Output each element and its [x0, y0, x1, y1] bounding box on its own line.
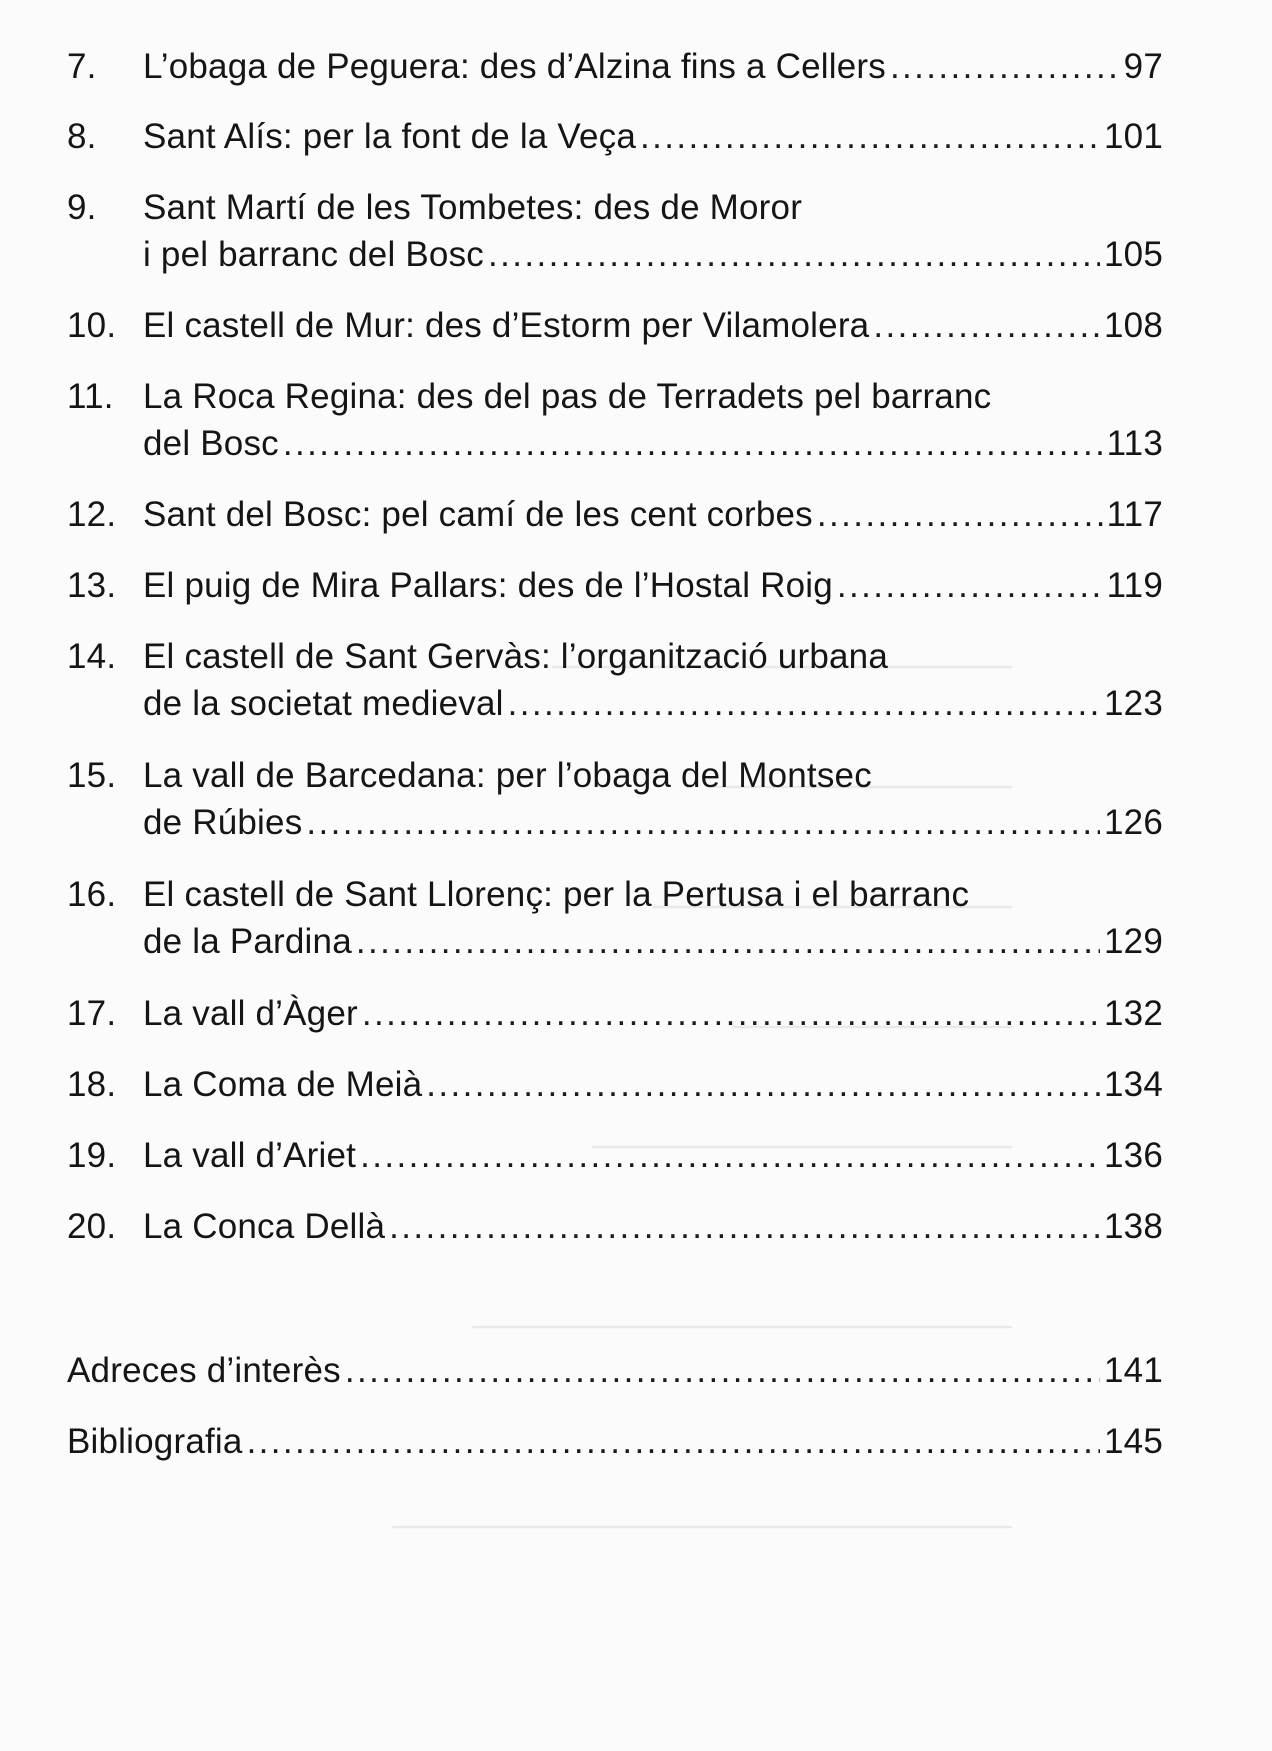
entry-title: La Coma de Meià: [143, 1065, 423, 1104]
entry-page: 136: [1104, 1136, 1163, 1175]
dot-leader: [356, 918, 1100, 966]
entry-line: [143, 231, 1163, 279]
toc-entry[interactable]: [67, 43, 1163, 91]
toc-entry-back-matter[interactable]: [67, 1418, 1163, 1466]
toc-entry[interactable]: [67, 1061, 1163, 1109]
dot-leader: [817, 491, 1103, 539]
entry-page: 97: [1123, 47, 1163, 86]
entry-number: 8.: [67, 117, 97, 156]
entry-line: [143, 420, 1163, 468]
toc-entry[interactable]: [67, 491, 1163, 539]
toc-entry[interactable]: [67, 1203, 1163, 1251]
toc-entry-back-matter[interactable]: [67, 1347, 1163, 1395]
entry-number: 16.: [67, 875, 117, 914]
toc-entry[interactable]: [67, 871, 1163, 967]
dot-leader: [247, 1418, 1100, 1466]
entry-title: de la Pardina: [143, 922, 352, 961]
entry-page: 141: [1104, 1351, 1163, 1390]
dot-leader: [360, 1132, 1100, 1180]
entry-line: [67, 1347, 1163, 1395]
entry-line: [143, 1203, 1163, 1251]
entry-page: 134: [1104, 1065, 1163, 1104]
entry-title-line1: El castell de Sant Llorenç: per la Pertusa i el barranc: [143, 875, 970, 914]
entry-number: 19.: [67, 1136, 117, 1175]
entry-number: 14.: [67, 637, 117, 676]
entry-line: [67, 1418, 1163, 1466]
dot-leader: [488, 231, 1100, 279]
dot-leader: [283, 420, 1103, 468]
entry-title: de Rúbies: [143, 803, 303, 842]
dot-leader: [873, 302, 1100, 350]
entry-number: 12.: [67, 495, 117, 534]
entry-number: 7.: [67, 47, 97, 86]
entry-title-line1: La Roca Regina: des del pas de Terradets pel barranc: [143, 377, 992, 416]
entry-title: i pel barranc del Bosc: [143, 235, 484, 274]
entry-number: 9.: [67, 188, 97, 227]
entry-title: Sant Alís: per la font de la Veça: [143, 117, 637, 156]
entry-title: Bibliografia: [67, 1422, 243, 1461]
entry-title-line1: La vall de Barcedana: per l’obaga del Montsec: [143, 756, 872, 795]
toc-entry[interactable]: [67, 302, 1163, 350]
entry-title: del Bosc: [143, 424, 279, 463]
entry-line: [143, 990, 1163, 1038]
entry-line: [143, 562, 1163, 610]
dot-leader: [890, 43, 1120, 91]
entry-line: [143, 1132, 1163, 1180]
entry-page: 123: [1104, 684, 1163, 723]
toc-entry[interactable]: [67, 113, 1163, 161]
entry-title: La vall d’Ariet: [143, 1136, 357, 1175]
dot-leader: [426, 1061, 1100, 1109]
toc-entry[interactable]: [67, 1132, 1163, 1180]
dot-leader: [389, 1203, 1100, 1251]
entry-number: 13.: [67, 566, 117, 605]
dot-leader: [837, 562, 1103, 610]
entry-page: 105: [1104, 235, 1163, 274]
entry-page: 113: [1106, 424, 1163, 463]
entry-line: [143, 302, 1163, 350]
entry-title: El puig de Mira Pallars: des de l’Hostal Roig: [143, 566, 833, 605]
entry-line: [143, 680, 1163, 728]
entry-page: 117: [1106, 495, 1163, 534]
entry-title: La vall d’Àger: [143, 994, 358, 1033]
entry-page: 129: [1104, 922, 1163, 961]
toc-entry[interactable]: [67, 752, 1163, 848]
entry-page: 101: [1104, 117, 1163, 156]
toc-entry[interactable]: [67, 562, 1163, 610]
entry-number: 15.: [67, 756, 117, 795]
entry-title: El castell de Mur: des d’Estorm per Vilamolera: [143, 306, 870, 345]
entry-number: 20.: [67, 1207, 117, 1246]
dot-leader: [362, 990, 1100, 1038]
entry-title: Adreces d’interès: [67, 1351, 341, 1390]
entry-line: [143, 799, 1163, 847]
toc-entry[interactable]: [67, 633, 1163, 729]
toc-entry[interactable]: [67, 373, 1163, 469]
entry-title-line1: El castell de Sant Gervàs: l’organització urbana: [143, 637, 888, 676]
entry-page: 145: [1104, 1422, 1163, 1461]
entry-number: 10.: [67, 306, 117, 345]
entry-title-line1: Sant Martí de les Tombetes: des de Moror: [143, 188, 803, 227]
entry-title: Sant del Bosc: pel camí de les cent corbes: [143, 495, 813, 534]
entry-page: 108: [1104, 306, 1163, 345]
dot-leader: [640, 113, 1100, 161]
entry-page: 119: [1106, 566, 1163, 605]
entry-title: de la societat medieval: [143, 684, 504, 723]
entry-number: 11.: [67, 377, 114, 416]
entry-page: 126: [1104, 803, 1163, 842]
entry-title: La Conca Dellà: [143, 1207, 386, 1246]
dot-leader: [306, 799, 1100, 847]
toc-entry[interactable]: [67, 184, 1163, 280]
entry-title: L’obaga de Peguera: des d’Alzina fins a Cellers: [143, 47, 886, 86]
entry-line: [143, 1061, 1163, 1109]
entry-line: [143, 113, 1163, 161]
entry-line: [143, 43, 1163, 91]
entry-page: 132: [1104, 994, 1163, 1033]
dot-leader: [508, 680, 1100, 728]
entry-page: 138: [1104, 1207, 1163, 1246]
entry-number: 17.: [67, 994, 117, 1033]
entry-line: [143, 491, 1163, 539]
dot-leader: [345, 1347, 1100, 1395]
entry-number: 18.: [67, 1065, 117, 1104]
toc-entry[interactable]: [67, 990, 1163, 1038]
entry-line: [143, 918, 1163, 966]
